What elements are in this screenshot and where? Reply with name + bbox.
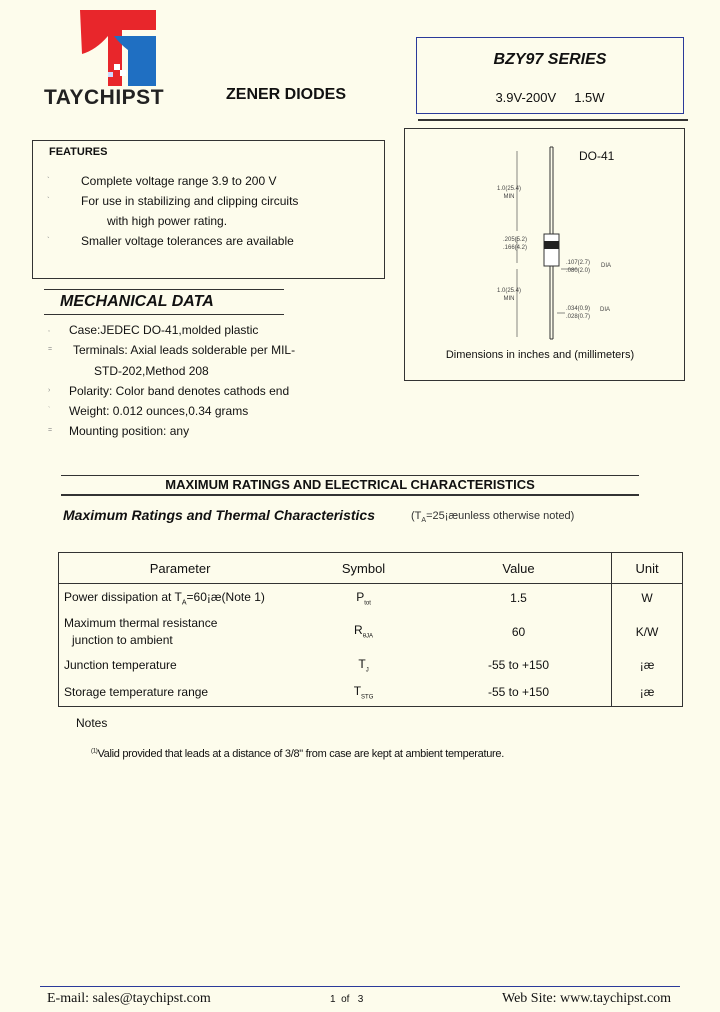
- taychipst-logo-icon: [80, 10, 156, 86]
- dim-lead-bottom: 1.0(25.4): [497, 288, 522, 294]
- list-item: = Mounting position: any: [48, 421, 295, 441]
- table-row: Storage temperature range $T_{STG}$ -55 to +150 ¡æ: [59, 679, 683, 707]
- header-rule: [418, 119, 688, 121]
- dim-lead-bottom-min: MIN: [503, 296, 515, 302]
- header-unit: Unit: [612, 553, 683, 584]
- bullet-icon: ,: [48, 326, 50, 333]
- series-box: [416, 37, 684, 114]
- series-title: BZY97 SERIES: [493, 51, 607, 68]
- list-item: ` Smaller voltage tolerances are available: [47, 231, 298, 251]
- features-box: [32, 140, 385, 279]
- bullet-icon: `: [48, 407, 51, 415]
- header-symbol: Symbol: [341, 560, 386, 576]
- bullet-icon: =: [48, 346, 53, 354]
- package-name: DO-41: [579, 149, 615, 163]
- table-row: Maximum thermal resistance junction to ambient $R_{\theta JA}$ 60 K/W: [59, 612, 683, 652]
- list-item: = Terminals: Axial leads solderable per MIL-: [48, 340, 295, 360]
- ratings-rule-bottom: [61, 494, 639, 496]
- dimensions-caption: Dimensions in inches and (millimeters): [445, 349, 635, 361]
- ratings-condition: ($T_A=25¡æunless$ otherwise noted): [411, 510, 575, 525]
- dim-lead-dia-max: .034(0.9): [566, 306, 591, 312]
- note-1: $^{(1)}$Valid provided that leads at a distance of 3/8" from case are kept at ambient temperature.: [91, 748, 504, 760]
- dim-lead-dia-min: .028(0.7): [566, 314, 591, 320]
- header-value: Value: [426, 553, 612, 584]
- notes-title: Notes: [76, 716, 108, 730]
- table-row: Junction temperature $T_J$ -55 to +150 ¡æ: [59, 652, 683, 679]
- ratings-rule-top: [61, 475, 639, 476]
- list-item: ` Complete voltage range 3.9 to 200 V: [47, 171, 298, 191]
- list-item: ` Weight: 0.012 ounces,0.34 grams: [48, 401, 295, 421]
- footer-website[interactable]: Web Site: www.taychipst.com: [502, 991, 672, 1006]
- header-parameter: Parameter: [59, 553, 302, 584]
- dim-body-dia-label: DIA: [601, 263, 612, 269]
- mechanical-rule-bottom: [44, 314, 284, 315]
- footer-rule: [40, 986, 680, 987]
- list-item: STD-202,Method 208: [94, 363, 209, 378]
- dim-body-dia-max: .107(2.7): [566, 260, 591, 266]
- dim-lead-top-min: MIN: [503, 194, 515, 200]
- series-spec: 3.9V-200V 1.5W: [495, 90, 605, 105]
- features-list: [47, 171, 298, 251]
- bullet-icon: `: [47, 236, 50, 245]
- table-row: Power dissipation at $T_A=60¡æ(Note$ 1) $P_{tot}$ 1.5 W: [59, 584, 683, 612]
- package-drawing-box: [404, 128, 685, 381]
- list-item: › Polarity: Color band denotes cathods end: [48, 381, 295, 401]
- list-item: ` For use in stabilizing and clipping circuits: [47, 191, 298, 211]
- bullet-icon: `: [47, 196, 50, 205]
- ratings-subheading: Maximum Ratings and Thermal Characteristics: [63, 507, 375, 523]
- bullet-icon: =: [48, 427, 53, 435]
- mechanical-list: [48, 320, 295, 442]
- footer-email[interactable]: E-mail: sales@taychipst.com: [47, 991, 211, 1006]
- dim-body-dia-min: .080(2.0): [566, 268, 591, 274]
- bullet-icon: `: [47, 176, 50, 185]
- footer-page-number: 1 of 3: [330, 994, 364, 1005]
- dim-lead-dia-label: DIA: [600, 307, 611, 313]
- ratings-section-title: MAXIMUM RATINGS AND ELECTRICAL CHARACTERISTICS: [165, 477, 535, 492]
- bullet-icon: ›: [48, 386, 51, 394]
- mechanical-rule-top: [44, 289, 284, 290]
- list-item: with high power rating.: [107, 214, 228, 228]
- list-item: , Case:JEDEC DO-41,molded plastic: [48, 320, 295, 340]
- dim-body-length-min: .166(4.2): [503, 245, 528, 251]
- table-header-row: [59, 553, 683, 584]
- page-subtitle: ZENER DIODES: [226, 86, 347, 103]
- features-title: FEATURES: [49, 146, 108, 158]
- brand-name: TAYCHIPST: [44, 86, 165, 109]
- ratings-table: [58, 552, 683, 707]
- dim-lead-top: 1.0(25.4): [497, 186, 522, 192]
- dim-body-length-max: .205(5.2): [503, 237, 528, 243]
- mechanical-title: MECHANICAL DATA: [60, 293, 214, 310]
- diode-outline-drawing: [405, 129, 684, 380]
